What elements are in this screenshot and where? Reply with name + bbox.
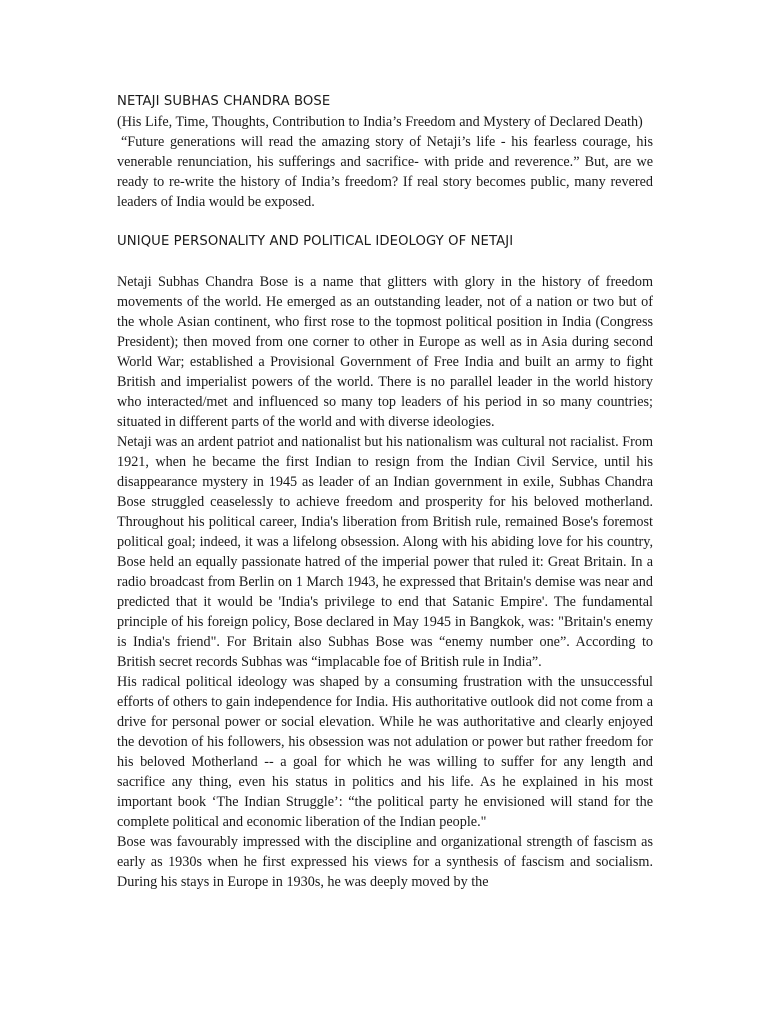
intro-quote: “Future generations will read the amazing story of Netaji’s life - his fearless courage, his venerable renunciation, his sufferings and sacrifice- with pride and reverence.” But, are we ready to re-write the history of India’s freedom? If real story becomes public, many revered leaders of India would be exposed. [117, 134, 653, 210]
paragraph-4: Bose was favourably impressed with the discipline and organizational strength of fascism as early as 1930s when he first expressed his views for a synthesis of fascism and socialism. During his stays in Europe in 1930s, he was deeply moved by the [117, 834, 653, 890]
document-page [117, 92, 653, 892]
paragraph-1: Netaji Subhas Chandra Bose is a name that glitters with glory in the history of freedom movements of the world. He emerged as an outstanding leader, not of a nation or two but of the whole Asian continent, who first rose to the topmost political position in India (Congress President); then moved from one corner to other in Europe as well as in Asia during second World War; established a Provisional Government of Free India and built an army to fight British and imperialist powers of the world. There is no parallel leader in the world history who interacted/met and influenced so many top leaders of his period in so many countries; situated in different parts of the world and with diverse ideologies. [117, 274, 653, 430]
paragraph-3: His radical political ideology was shaped by a consuming frustration with the unsuccessful efforts of others to gain independence for India. His authoritative outlook did not come from a drive for personal power or social elevation. While he was authoritative and clearly enjoyed the devotion of his followers, his obsession was not adulation or power but rather freedom for his beloved Motherland -- a goal for which he was willing to suffer for any length and sacrifice any thing, even his status in politics and his life. As he explained in his most important book ‘The Indian Struggle’: “the political party he envisioned will stand for the complete political and economic liberation of the Indian people." [117, 674, 653, 830]
document-title: NETAJI SUBHAS CHANDRA BOSE [117, 94, 331, 109]
section-heading: UNIQUE PERSONALITY AND POLITICAL IDEOLOGY OF NETAJI [117, 234, 514, 249]
document-subtitle: (His Life, Time, Thoughts, Contribution to India’s Freedom and Mystery of Declared Death) [117, 114, 643, 130]
paragraph-2: Netaji was an ardent patriot and nationalist but his nationalism was cultural not racialist. From 1921, when he became the first Indian to resign from the Indian Civil Service, until his disappearance mystery in 1945 as leader of an Indian government in exile, Subhas Chandra Bose struggled ceaselessly to achieve freedom and prosperity for his beloved motherland. Throughout his political career, India's liberation from British rule, remained Bose's foremost political goal; indeed, it was a lifelong obsession. Along with his abiding love for his country, Bose held an equally passionate hatred of the imperial power that ruled it: Great Britain. In a radio broadcast from Berlin on 1 March 1943, he expressed that Britain's demise was near and predicted that it would be 'India's privilege to end that Satanic Empire'. The fundamental principle of his foreign policy, Bose declared in May 1945 in Bangkok, was: "Britain's enemy is India's friend". For Britain also Subhas Bose was “enemy number one”. According to British secret records Subhas was “implacable foe of British rule in India”. [117, 434, 653, 670]
